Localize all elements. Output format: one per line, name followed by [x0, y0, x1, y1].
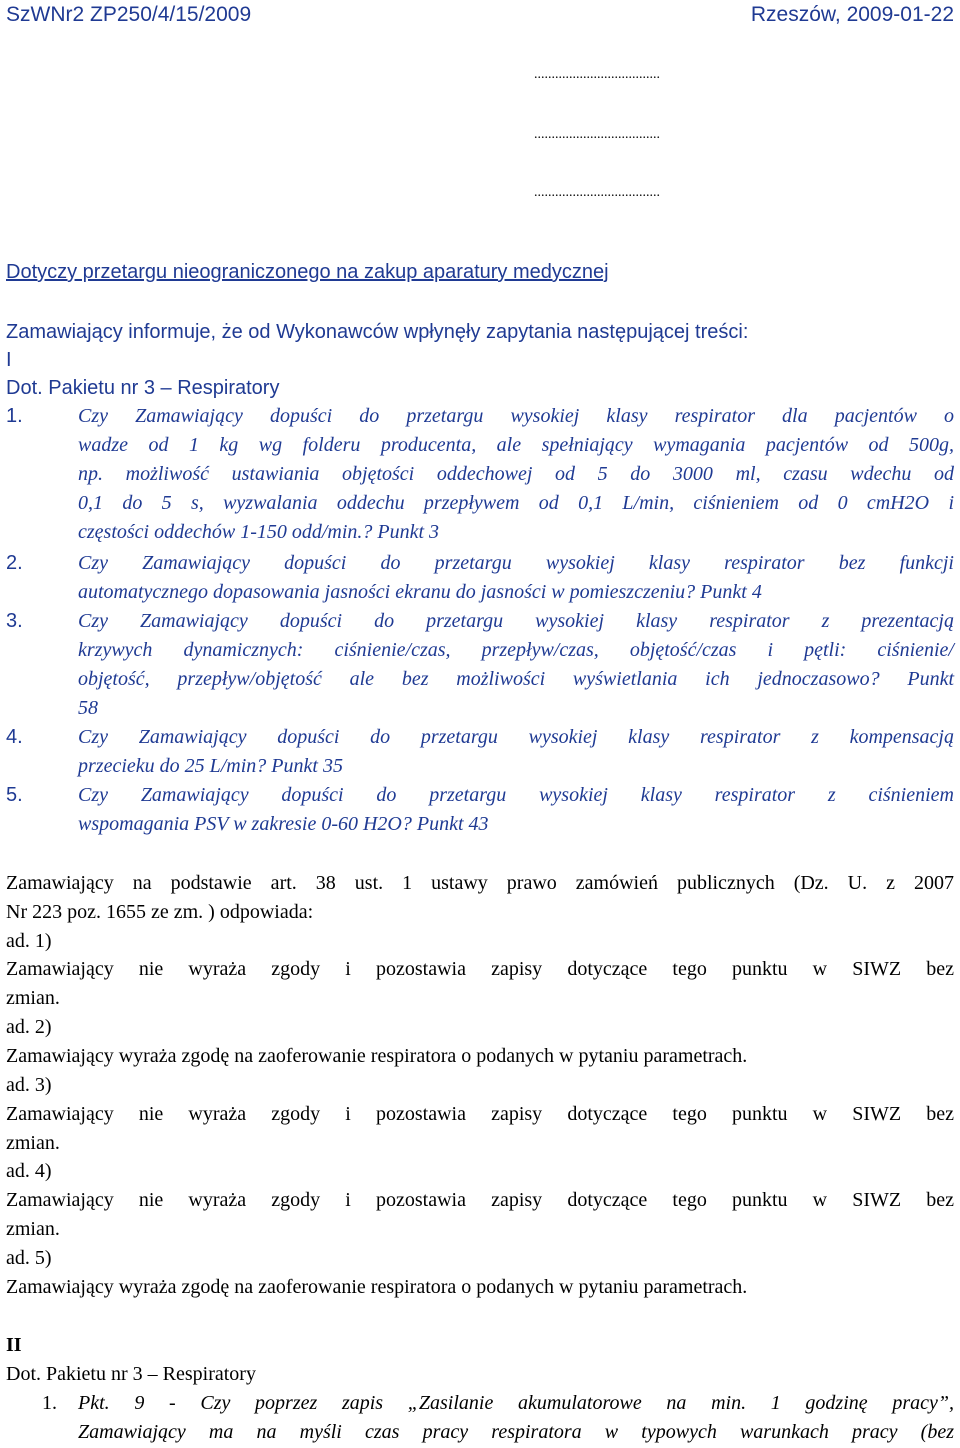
answer-label: ad. 2) — [6, 1016, 52, 1038]
question-line: Czy Zamawiający dopuści do przetargu wysokiej klasy respirator bez funkcji — [78, 552, 954, 574]
answer-intro-line: Zamawiający na podstawie art. 38 ust. 1 ustawy prawo zamówień publicznych (Dz. U. z 2007 — [6, 872, 954, 894]
address-line: .................................... — [534, 185, 660, 200]
page-header — [6, 0, 954, 28]
answer-text: zmian. — [6, 1218, 60, 1240]
question-number: 1. — [42, 1392, 57, 1414]
place-date: Rzeszów, 2009-01-22 — [750, 3, 954, 26]
question-line: Czy Zamawiający dopuści do przetargu wysokiej klasy respirator z ciśnieniem — [78, 784, 954, 806]
question-line: objętość, przepływ/objętość ale bez możliwości wyświetlania ich jednoczasowo? Punkt — [78, 668, 954, 690]
address-line: .................................... — [534, 67, 660, 82]
intro-text: Zamawiający informuje, że od Wykonawców wpłynęły zapytania następującej treści: — [6, 321, 749, 343]
answer-label: ad. 3) — [6, 1074, 52, 1096]
question-line: np. możliwość ustawiania objętości oddechowej od 5 do 3000 ml, czasu wdechu od — [78, 463, 954, 485]
answer-text: Zamawiający nie wyraża zgody i pozostawia zapisy dotyczące tego punktu w SIWZ bez — [6, 1189, 954, 1211]
question-line: wadze od 1 kg wg folderu producenta, ale spełniający wymagania pacjentów od 500g, — [78, 434, 954, 456]
package-title: Dot. Pakietu nr 3 – Respiratory — [6, 377, 280, 399]
section-roman-ii: II — [6, 1334, 22, 1356]
answer-label: ad. 4) — [6, 1160, 52, 1182]
answer-text: zmian. — [6, 987, 60, 1009]
answer-intro-line: Nr 223 poz. 1655 ze zm. ) odpowiada: — [6, 901, 314, 923]
subject-line: Dotyczy przetargu nieograniczonego na zakup aparatury medycznej — [6, 261, 609, 283]
question-line: Czy Zamawiający dopuści do przetargu wysokiej klasy respirator z prezentacją — [78, 610, 954, 632]
answer-text: Zamawiający nie wyraża zgody i pozostawia zapisy dotyczące tego punktu w SIWZ bez — [6, 1103, 954, 1125]
answer-label: ad. 1) — [6, 930, 52, 952]
package-title: Dot. Pakietu nr 3 – Respiratory — [6, 1363, 256, 1385]
question-number: 1. — [6, 405, 23, 427]
answer-text: Zamawiający wyraża zgodę na zaoferowanie respiratora o podanych w pytaniu parametrach. — [6, 1045, 748, 1067]
question-line: przecieku do 25 L/min? Punkt 35 — [78, 755, 343, 777]
question-line: automatycznego dopasowania jasności ekranu do jasności w pomieszczeniu? Punkt 4 — [78, 581, 762, 603]
question-line: krzywych dynamicznych: ciśnienie/czas, przepływ/czas, objętość/czas i pętli: ciśnienie/ — [78, 639, 954, 661]
question-line: Czy Zamawiający dopuści do przetargu wysokiej klasy respirator dla pacjentów o — [78, 405, 954, 427]
question-line: 58 — [78, 697, 98, 719]
question-number: 5. — [6, 784, 23, 806]
answer-text: Zamawiający wyraża zgodę na zaoferowanie respiratora o podanych w pytaniu parametrach. — [6, 1276, 748, 1298]
answer-text: Zamawiający nie wyraża zgody i pozostawia zapisy dotyczące tego punktu w SIWZ bez — [6, 958, 954, 980]
question-line: Czy Zamawiający dopuści do przetargu wysokiej klasy respirator z kompensacją — [78, 726, 954, 748]
answer-label: ad. 5) — [6, 1247, 52, 1269]
question-line: częstości oddechów 1-150 odd/min.? Punkt 3 — [78, 521, 440, 543]
answer-text: zmian. — [6, 1132, 60, 1154]
question-number: 4. — [6, 726, 23, 748]
reference-number: SzWNr2 ZP250/4/15/2009 — [6, 3, 252, 26]
question-line: wspomagania PSV w zakresie 0-60 H2O? Punkt 43 — [78, 813, 489, 835]
section-roman-i: I — [6, 349, 12, 371]
question-number: 3. — [6, 610, 23, 632]
question-line: 0,1 do 5 s, wyzwalania oddechu przepływem od 0,1 L/min, ciśnieniem od 0 cmH2O i — [78, 492, 954, 514]
question-line: Zamawiający ma na myśli czas pracy respiratora w typowych warunkach pracy (bez — [78, 1421, 954, 1443]
question-line: Pkt. 9 - Czy poprzez zapis „Zasilanie akumulatorowe na min. 1 godzinę pracy”, — [78, 1392, 954, 1414]
question-number: 2. — [6, 552, 23, 574]
address-line: .................................... — [534, 127, 660, 142]
